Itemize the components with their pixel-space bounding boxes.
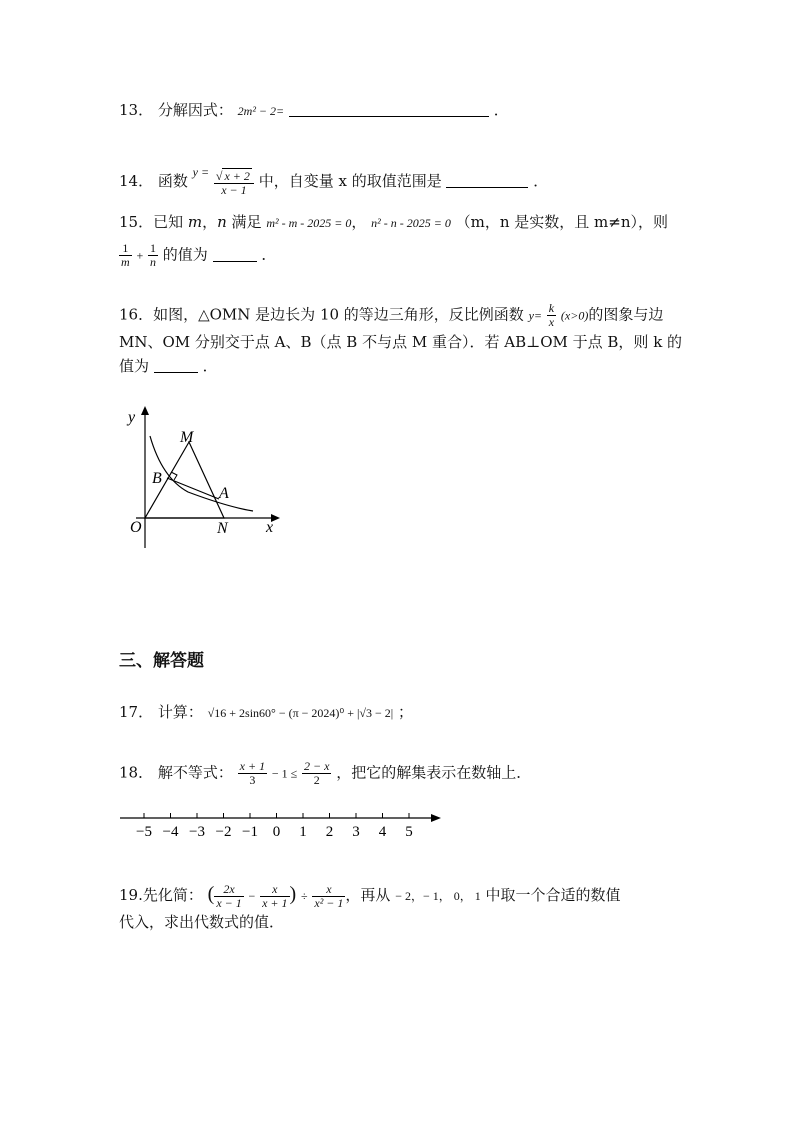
number-line-tick-label: 2 [325,824,334,840]
question-17: 17． 计算： √16 + 2sin60° − (π − 2024)⁰ + |√3 − 2| ； [119,703,413,721]
question-15: 15．已知 m，n 满足 m² - m - 2025 = 0， n² - n - 2025 = 0 （m，n 是实数，且 m≠n），则 [119,213,669,231]
math-expression: 2m² − 2= [237,104,285,118]
math-expression: √16 + 2sin60° − (π − 2024)⁰ + |√3 − 2| [207,706,394,720]
fraction: $\frac{x}{\text{x² − 1}}$ [314,881,344,910]
number-line-tick-label: 3 [352,824,360,840]
answer-blank[interactable] [213,247,257,262]
label-o: O [130,519,142,536]
y-axis-arrow [141,406,149,415]
hyperbola-curve [150,436,253,511]
question-text: 解不等式： [157,763,233,782]
question-text: 中，自变量 x 的取值范围是 [258,172,442,190]
triangle-figure [118,400,288,555]
label-n: N [217,520,228,537]
question-13: 13． 分解因式： 2m² − 2= ． [119,101,509,119]
choice-values: − 2，− 1， 0， 1 [395,889,481,903]
question-number: 13． [119,101,154,119]
question-19-line2: 代入，求出代数式的值． [119,913,285,931]
number-line-tick-label: −2 [215,824,232,840]
number-line-ticks [136,813,413,840]
question-18: 18． 解不等式： $\frac{x + 1}{3}$ − 1 ≤ $\frac{2 - x}{2}$ ，把它的解集表示在数轴上． [119,759,532,787]
number-line-tick-label: 1 [299,824,307,840]
question-15-line2: $\frac{1}{m}$ + $\frac{1}{n}$ 的值为 ． [121,241,277,269]
question-16-line2: MN、OM 分别交于点 A、B（点 B 不与点 M 重合）．若 AB⊥OM 于点 B，则 k 的 [119,333,683,351]
question-text: 分解因式： [157,101,233,119]
fraction: $\frac{√ x + 2}{x - 1}$ [214,168,254,197]
fraction: $\frac{2x}{x - 1}$ [216,881,242,910]
fraction: $\frac{1}{n}$ [150,241,157,269]
answer-blank[interactable] [289,102,489,117]
equation: m² - m - 2025 = 0 [266,216,352,230]
number-line-tick-label: −3 [189,824,205,840]
fraction: $\frac{2 - x}{2}$ [304,759,330,787]
fraction: $\frac{k}{x}$ [548,301,555,329]
answer-blank[interactable] [154,358,198,373]
number-line-tick-label: −5 [136,824,152,840]
label-y: y [128,409,136,426]
segment-ab [167,478,219,499]
label-a: A [219,485,229,502]
equation: n² - n - 2025 = 0 [371,216,451,230]
question-16-line3: 值为 ． [119,357,218,375]
number-line-tick-label: 4 [378,824,387,840]
question-text: 先化简： [142,886,203,904]
label-b: B [152,470,162,487]
question-text: 计算： [157,703,203,721]
question-19: 19.先化简： ( $\frac{2x}{x - 1}$ − $\frac{x}{x + 1}$ ) ÷ $\frac{x}{\text{x² − 1}}$ ，再从 − 2，− 1， 0， 1 中取一个合适的数值 [119,881,621,910]
number-line-tick-label: −4 [162,824,179,840]
question-number: 19. [119,886,143,904]
number-line-tick-label: 5 [405,824,413,840]
question-14: 14． 函数 $^{y =}$ $\frac{√ x + 2}{x - 1}$ 中，自变量 x 的取值范围是 ． [119,165,549,197]
question-number: 18． [119,763,154,782]
question-number: 14． [119,172,154,190]
number-line-tick-label: 0 [272,824,281,840]
answer-blank[interactable] [446,173,528,188]
fraction: $\frac{x + 1}{3}$ [239,759,266,787]
number-line [118,808,448,842]
number-line-arrow [431,814,441,822]
label-m: M [180,429,194,446]
question-text: 函数 [157,172,188,190]
fraction: $\frac{1}{m}$ [121,241,130,269]
question-number: 17． [119,703,154,721]
label-x: x [266,519,274,536]
number-line-tick-label: −1 [242,824,258,840]
fraction: $\frac{x}{x + 1}$ [262,881,288,910]
question-16: 16．如图，△OMN 是边长为 10 的等边三角形，反比例函数 y= $\frac{k}{x}$ (x>0)的图象与边 [119,301,664,329]
section-title: 三、解答题 [119,651,204,671]
